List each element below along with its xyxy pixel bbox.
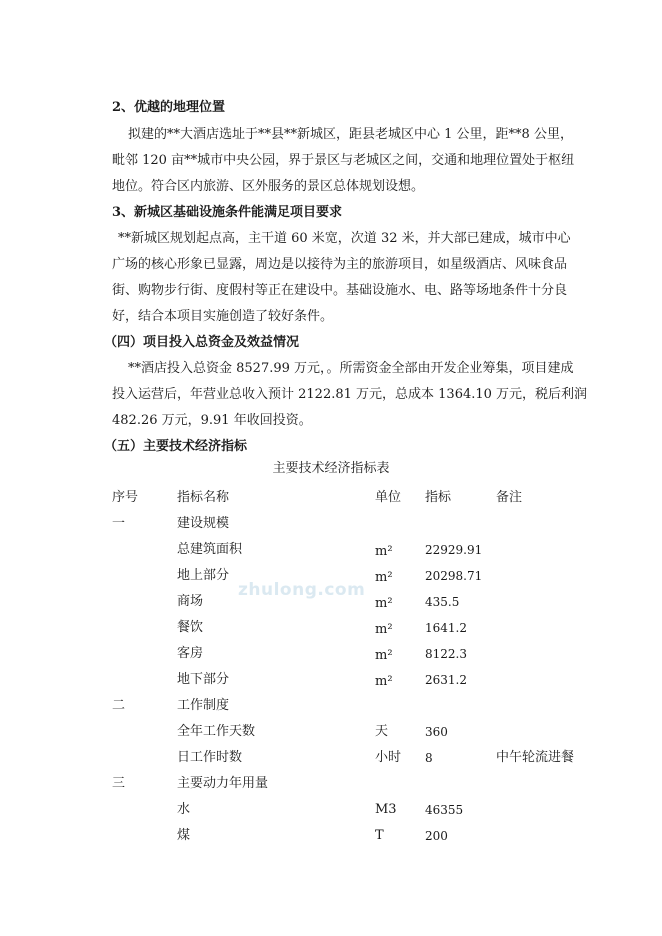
row-value: 8122.3 bbox=[425, 647, 467, 661]
paragraph-line: 广场的核心形象已显露，周边是以接待为主的旅游项目，如星级酒店、风味食品 bbox=[112, 257, 568, 272]
row-name: 建设规模 bbox=[177, 516, 230, 531]
paragraph-line: 投入运营后，年营业总收入预计 2122.81 万元，总成本 1364.10 万元，税后利润 bbox=[112, 387, 588, 402]
row-unit: m² bbox=[375, 544, 393, 559]
table-title: 主要技术经济指标表 bbox=[272, 461, 390, 476]
row-name: 日工作时数 bbox=[177, 750, 243, 765]
row-value: 200 bbox=[425, 829, 448, 843]
row-value: 8 bbox=[425, 751, 433, 765]
paragraph-line: 拟建的**大酒店选址于**县**新城区，距县老城区中心 1 公里，距**8 公里， bbox=[128, 127, 573, 142]
row-name: 工作制度 bbox=[177, 698, 230, 713]
row-unit: m² bbox=[375, 596, 393, 611]
row-name: 客房 bbox=[177, 646, 204, 661]
row-unit: 小时 bbox=[375, 750, 402, 765]
header-seq: 序号 bbox=[112, 490, 139, 505]
paragraph-line: 好，结合本项目实施创造了较好条件。 bbox=[112, 309, 334, 324]
row-value: 46355 bbox=[425, 803, 464, 817]
row-unit: T bbox=[375, 828, 384, 843]
row-name: 地上部分 bbox=[177, 568, 230, 583]
row-unit: M3 bbox=[375, 802, 397, 817]
row-value: 1641.2 bbox=[425, 621, 467, 635]
row-unit: m² bbox=[375, 570, 393, 585]
header-unit: 单位 bbox=[375, 490, 402, 505]
row-note: 中午轮流进餐 bbox=[496, 750, 575, 765]
header-value: 指标 bbox=[425, 490, 452, 505]
row-name: 地下部分 bbox=[177, 672, 230, 687]
section-heading-investment: （四）项目投入总资金及效益情况 bbox=[104, 335, 300, 350]
row-name: 煤 bbox=[177, 828, 191, 843]
section-heading-infrastructure: 3、新城区基础设施条件能满足项目要求 bbox=[112, 205, 343, 220]
paragraph-line: 毗邻 120 亩**城市中央公园，界于景区与老城区之间，交通和地理位置处于枢纽 bbox=[112, 153, 575, 168]
paragraph-line: 街、购物步行街、度假村等正在建设中。基础设施水、电、路等场地条件十分良 bbox=[112, 283, 568, 298]
section-heading-location: 2、优越的地理位置 bbox=[112, 100, 226, 115]
row-seq: 三 bbox=[112, 776, 126, 791]
row-name: 主要动力年用量 bbox=[177, 776, 269, 791]
row-name: 总建筑面积 bbox=[177, 542, 243, 557]
row-unit: m² bbox=[375, 674, 393, 689]
row-seq: 一 bbox=[112, 516, 126, 531]
paragraph-line: 482.26 万元，9.91 年收回投资。 bbox=[112, 413, 312, 428]
watermark: zhulong.com bbox=[238, 580, 366, 600]
row-value: 2631.2 bbox=[425, 673, 467, 687]
row-name: 商场 bbox=[177, 594, 204, 609]
section-heading-indicators: （五）主要技术经济指标 bbox=[104, 439, 248, 454]
row-unit: 天 bbox=[375, 724, 389, 739]
paragraph-line: **新城区规划起点高，主干道 60 米宽，次道 32 米，并大部已建成，城市中心 bbox=[118, 231, 571, 246]
row-seq: 二 bbox=[112, 698, 126, 713]
header-name: 指标名称 bbox=[177, 490, 230, 505]
row-name: 水 bbox=[177, 802, 191, 817]
row-value: 435.5 bbox=[425, 595, 460, 609]
row-value: 20298.71 bbox=[425, 569, 483, 583]
row-name: 餐饮 bbox=[177, 620, 204, 635]
paragraph-line: **酒店投入总资金 8527.99 万元，。所需资金全部由开发企业筹集，项目建成 bbox=[128, 361, 574, 376]
row-unit: m² bbox=[375, 622, 393, 637]
row-unit: m² bbox=[375, 648, 393, 663]
row-value: 360 bbox=[425, 725, 448, 739]
row-name: 全年工作天数 bbox=[177, 724, 256, 739]
paragraph-line: 地位。符合区内旅游、区外服务的景区总体规划设想。 bbox=[112, 179, 425, 194]
row-value: 22929.91 bbox=[425, 543, 483, 557]
header-note: 备注 bbox=[496, 490, 523, 505]
